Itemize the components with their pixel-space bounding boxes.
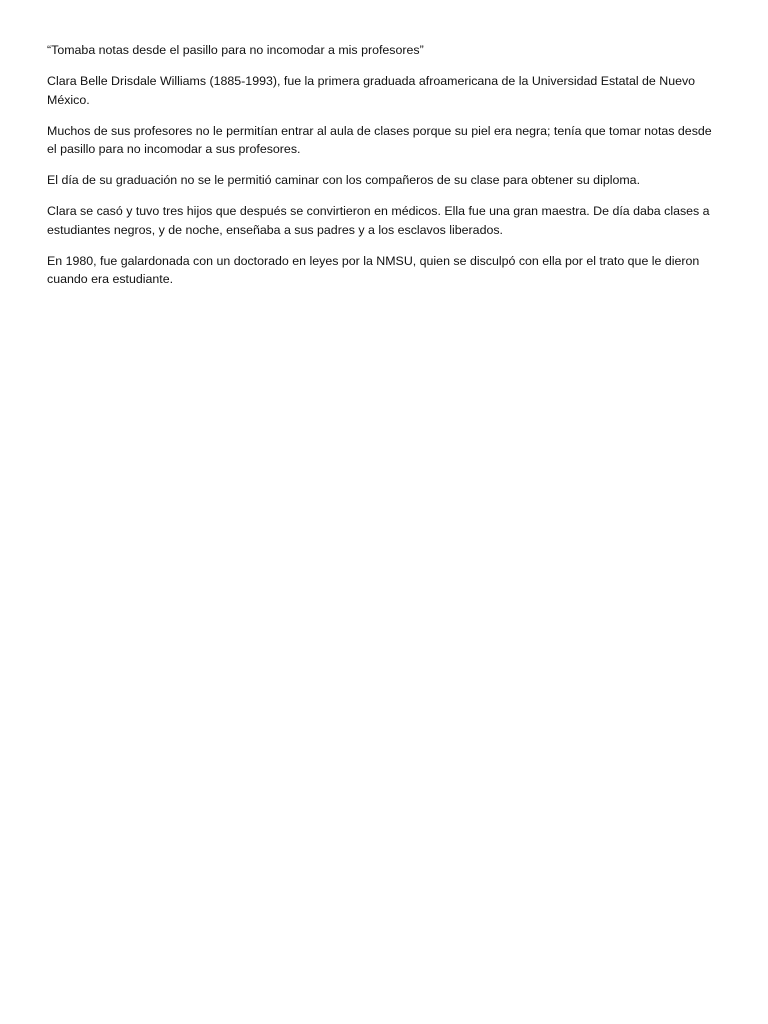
paragraph-family: Clara se casó y tuvo tres hijos que después se convirtieron en médicos. Ella fue una gran maestra. De día daba clases a estudiantes negros, y de noche, enseñaba a sus padres y a los esclavos liberados. bbox=[47, 204, 710, 237]
quote-title: “Tomaba notas desde el pasillo para no incomodar a mis profesores” bbox=[47, 43, 424, 57]
paragraph-doctorate: En 1980, fue galardonada con un doctorado en leyes por la NMSU, quien se disculpó con ella por el trato que le dieron cuando era estudiante. bbox=[47, 253, 700, 287]
paragraph-graduation: El día de su graduación no se le permitió caminar con los compañeros de su clase para obtener su diploma. bbox=[47, 173, 641, 188]
paragraph-intro: Clara Belle Drisdale Williams (1885-1993), fue la primera graduada afroamericana de la Universidad Estatal de Nuevo México. bbox=[47, 73, 696, 107]
paragraph-professors: Muchos de sus profesores no le permitían entrar al aula de clases porque su piel era negra; tenía que tomar notas desde el pasillo para no incomodar a sus profesores. bbox=[47, 123, 712, 157]
